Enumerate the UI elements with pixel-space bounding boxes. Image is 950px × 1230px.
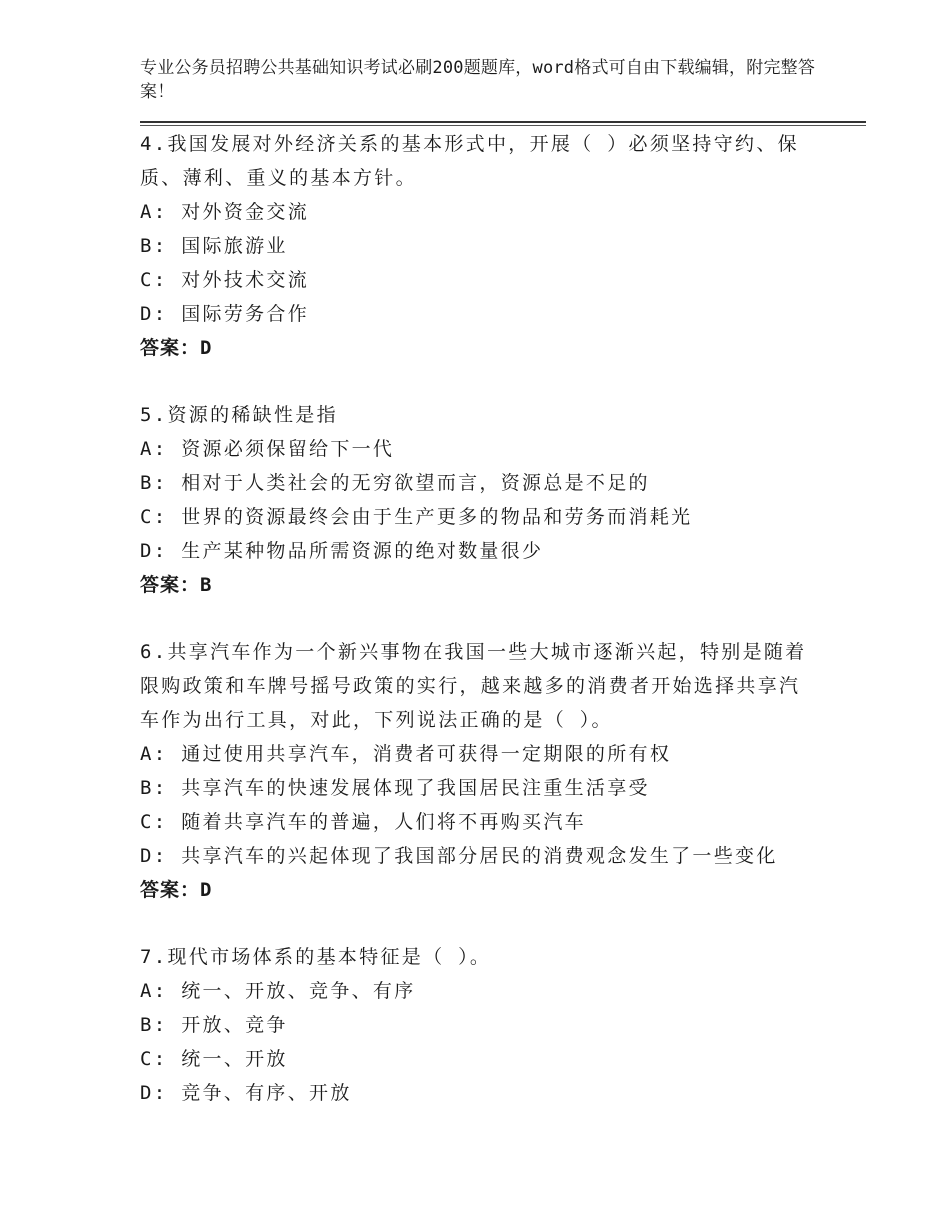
question-stem: 6.共享汽车作为一个新兴事物在我国一些大城市逐渐兴起，特别是随着限购政策和车牌号摇号政策的实行，越来越多的消费者开始选择共享汽车作为出行工具，对此，下列说法正确的是（ ）。 [140, 641, 807, 731]
option-d: D: 生产某种物品所需资源的绝对数量很少 [140, 540, 544, 562]
option-c: C: 世界的资源最终会由于生产更多的物品和劳务而消耗光 [140, 506, 693, 528]
question-stem: 4.我国发展对外经济关系的基本形式中，开展（ ）必须坚持守约、保质、薄利、重义的基本方针。 [140, 133, 799, 189]
option-a: A: 资源必须保留给下一代 [140, 438, 395, 460]
question-list [140, 127, 820, 1110]
option-a: A: 对外资金交流 [140, 201, 310, 223]
answer-line [140, 331, 820, 365]
option-b: B: 相对于人类社会的无穷欲望而言，资源总是不足的 [140, 472, 650, 494]
question-4 [140, 127, 820, 365]
option-a: A: 通过使用共享汽车，消费者可获得一定期限的所有权 [140, 743, 672, 765]
option-c: C: 对外技术交流 [140, 269, 310, 291]
question-spacer [140, 602, 820, 635]
question-6 [140, 635, 820, 907]
question-5 [140, 398, 820, 602]
answer-label: 答案： [140, 574, 201, 596]
option-d: D: 竞争、有序、开放 [140, 1082, 352, 1104]
question-stem: 7.现代市场体系的基本特征是（ ）。 [140, 946, 492, 968]
option-b: B: 共享汽车的快速发展体现了我国居民注重生活享受 [140, 777, 650, 799]
header-rule-thin [140, 125, 866, 126]
answer-line [140, 873, 820, 907]
page-header: 专业公务员招聘公共基础知识考试必刷200题题库，word格式可自由下载编辑，附完整答案！ [140, 58, 816, 102]
option-b: B: 国际旅游业 [140, 235, 288, 257]
question-stem: 5.资源的稀缺性是指 [140, 404, 338, 426]
option-d: D: 国际劳务合作 [140, 303, 310, 325]
answer-label: 答案： [140, 337, 201, 359]
option-b: B: 开放、竞争 [140, 1014, 288, 1036]
option-a: A: 统一、开放、竞争、有序 [140, 980, 416, 1002]
answer-line [140, 568, 820, 602]
header-rule-thick [140, 121, 866, 123]
question-spacer [140, 365, 820, 398]
option-c: C: 统一、开放 [140, 1048, 288, 1070]
answer-value: D [200, 337, 213, 359]
answer-value: D [200, 879, 213, 901]
question-spacer [140, 907, 820, 940]
option-c: C: 随着共享汽车的普遍，人们将不再购买汽车 [140, 811, 586, 833]
option-d: D: 共享汽车的兴起体现了我国部分居民的消费观念发生了一些变化 [140, 845, 778, 867]
question-7 [140, 940, 820, 1110]
answer-value: B [200, 574, 213, 596]
answer-label: 答案： [140, 879, 201, 901]
